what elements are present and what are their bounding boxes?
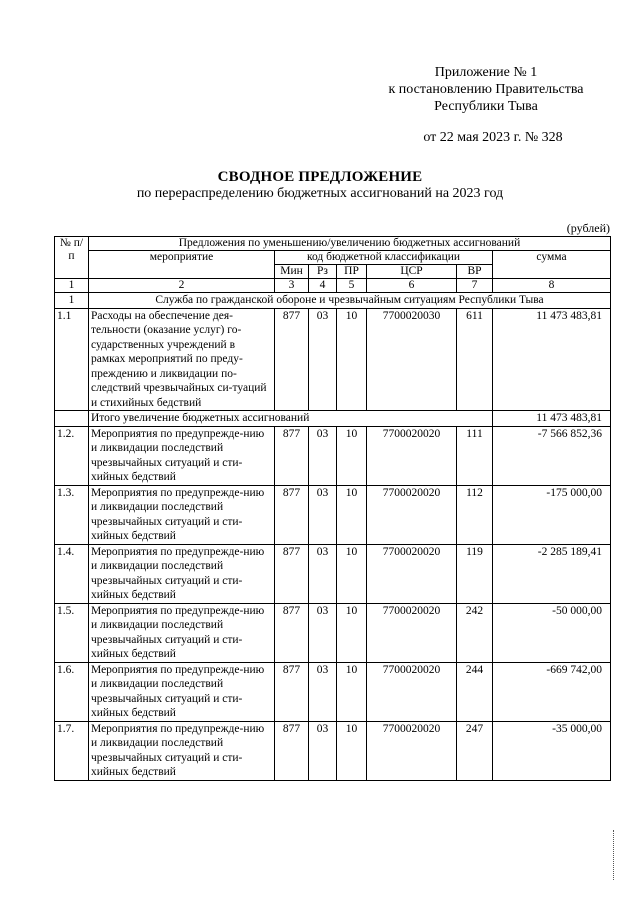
row-rz: 03 — [309, 721, 337, 780]
row-no: 1.1 — [55, 308, 89, 411]
row-rz: 03 — [309, 544, 337, 603]
header-amount: сумма — [493, 251, 611, 279]
section-row — [55, 293, 611, 309]
row-pr: 10 — [337, 603, 367, 662]
header-vr: ВР — [457, 265, 493, 279]
row-no: 1.5. — [55, 603, 89, 662]
row-csr: 7700020020 — [367, 544, 457, 603]
row-csr: 7700020020 — [367, 603, 457, 662]
row-csr: 7700020020 — [367, 485, 457, 544]
row-amount: -35 000,00 — [493, 721, 611, 780]
row-activity: Мероприятия по предупрежде-нию и ликвидации последствий чрезвычайных ситуаций и сти-хийных бедствий — [89, 426, 275, 485]
table-row — [55, 308, 611, 411]
row-pr: 10 — [337, 662, 367, 721]
row-min: 877 — [275, 544, 309, 603]
row-rz: 03 — [309, 603, 337, 662]
table-row — [55, 485, 611, 544]
column-number: 4 — [309, 279, 337, 293]
column-number: 5 — [337, 279, 367, 293]
row-pr: 10 — [337, 485, 367, 544]
row-vr: 119 — [457, 544, 493, 603]
document-subtitle: по перераспределению бюджетных ассигнований на 2023 год — [136, 186, 504, 201]
row-pr: 10 — [337, 426, 367, 485]
row-csr: 7700020020 — [367, 426, 457, 485]
row-amount: 11 473 483,81 — [493, 308, 611, 411]
row-rz: 03 — [309, 308, 337, 411]
row-amount: -2 285 189,41 — [493, 544, 611, 603]
subtotal-amount: 11 473 483,81 — [493, 411, 611, 427]
column-number: 8 — [493, 279, 611, 293]
column-number: 3 — [275, 279, 309, 293]
row-vr: 611 — [457, 308, 493, 411]
row-vr: 111 — [457, 426, 493, 485]
row-csr: 7700020020 — [367, 662, 457, 721]
row-vr: 112 — [457, 485, 493, 544]
appendix-line-3: Республики Тыва — [434, 99, 538, 114]
row-no: 1.6. — [55, 662, 89, 721]
row-activity: Мероприятия по предупрежде-нию и ликвидации последствий чрезвычайных ситуаций и сти-хийных бедствий — [89, 485, 275, 544]
row-pr: 10 — [337, 721, 367, 780]
section-title: Служба по гражданской обороне и чрезвычайным ситуациям Республики Тыва — [89, 293, 611, 309]
row-no: 1.2. — [55, 426, 89, 485]
appendix-date: от 22 мая 2023 г. № 328 — [423, 130, 563, 145]
row-activity: Мероприятия по предупрежде-нию и ликвидации последствий чрезвычайных ситуаций и сти-хийных бедствий — [89, 721, 275, 780]
row-amount: -50 000,00 — [493, 603, 611, 662]
column-number: 7 — [457, 279, 493, 293]
header-code: код бюджетной классификации — [275, 251, 493, 265]
column-numbers-row — [55, 279, 611, 293]
scan-artifact — [613, 830, 615, 880]
header-row-2 — [55, 251, 611, 265]
section-no: 1 — [55, 293, 89, 309]
header-row-1 — [55, 237, 611, 251]
row-amount: -7 566 852,36 — [493, 426, 611, 485]
column-number: 6 — [367, 279, 457, 293]
subtotal-empty-cell — [55, 411, 89, 427]
row-activity: Мероприятия по предупрежде-нию и ликвидации последствий чрезвычайных ситуаций и сти-хийных бедствий — [89, 662, 275, 721]
row-vr: 247 — [457, 721, 493, 780]
header-min: Мин — [275, 265, 309, 279]
header-pr: ПР — [337, 265, 367, 279]
row-no: 1.4. — [55, 544, 89, 603]
row-activity: Расходы на обеспечение дея-тельности (оказание услуг) го-сударственных учреждений в рамках мероприятий по преду-преждению и ликвидации по-следствий чрезвычайных си-туаций и стихийных бедствий — [89, 308, 275, 411]
header-rz: Рз — [309, 265, 337, 279]
appendix-block — [370, 64, 602, 146]
row-activity: Мероприятия по предупрежде-нию и ликвидации последствий чрезвычайных ситуаций и сти-хийных бедствий — [89, 544, 275, 603]
subtotal-row — [55, 411, 611, 427]
row-min: 877 — [275, 308, 309, 411]
row-rz: 03 — [309, 426, 337, 485]
subtotal-label: Итого увеличение бюджетных ассигнований — [89, 411, 493, 427]
row-min: 877 — [275, 603, 309, 662]
document-title: СВОДНОЕ ПРЕДЛОЖЕНИЕ — [217, 169, 423, 185]
row-amount: -175 000,00 — [493, 485, 611, 544]
row-no: 1.7. — [55, 721, 89, 780]
header-csr: ЦСР — [367, 265, 457, 279]
row-rz: 03 — [309, 485, 337, 544]
table-row — [55, 544, 611, 603]
row-activity: Мероприятия по предупрежде-нию и ликвидации последствий чрезвычайных ситуаций и сти-хийных бедствий — [89, 603, 275, 662]
row-min: 877 — [275, 426, 309, 485]
row-amount: -669 742,00 — [493, 662, 611, 721]
row-csr: 7700020030 — [367, 308, 457, 411]
row-no: 1.3. — [55, 485, 89, 544]
row-min: 877 — [275, 721, 309, 780]
column-number: 2 — [89, 279, 275, 293]
budget-table — [54, 236, 611, 781]
header-proposals: Предложения по уменьшению/увеличению бюджетных ассигнований — [89, 237, 611, 251]
column-number: 1 — [55, 279, 89, 293]
row-vr: 242 — [457, 603, 493, 662]
row-vr: 244 — [457, 662, 493, 721]
table-row — [55, 721, 611, 780]
table-row — [55, 426, 611, 485]
row-rz: 03 — [309, 662, 337, 721]
row-min: 877 — [275, 662, 309, 721]
row-min: 877 — [275, 485, 309, 544]
appendix-line-1: Приложение № 1 — [434, 65, 538, 80]
table-row — [55, 603, 611, 662]
row-pr: 10 — [337, 544, 367, 603]
header-no: № п/п — [55, 237, 89, 279]
table-row — [55, 662, 611, 721]
row-csr: 7700020020 — [367, 721, 457, 780]
units-label: (рублей) — [566, 221, 610, 235]
appendix-line-2: к постановлению Правительства — [388, 82, 584, 97]
header-activity: мероприятие — [89, 251, 275, 279]
row-pr: 10 — [337, 308, 367, 411]
